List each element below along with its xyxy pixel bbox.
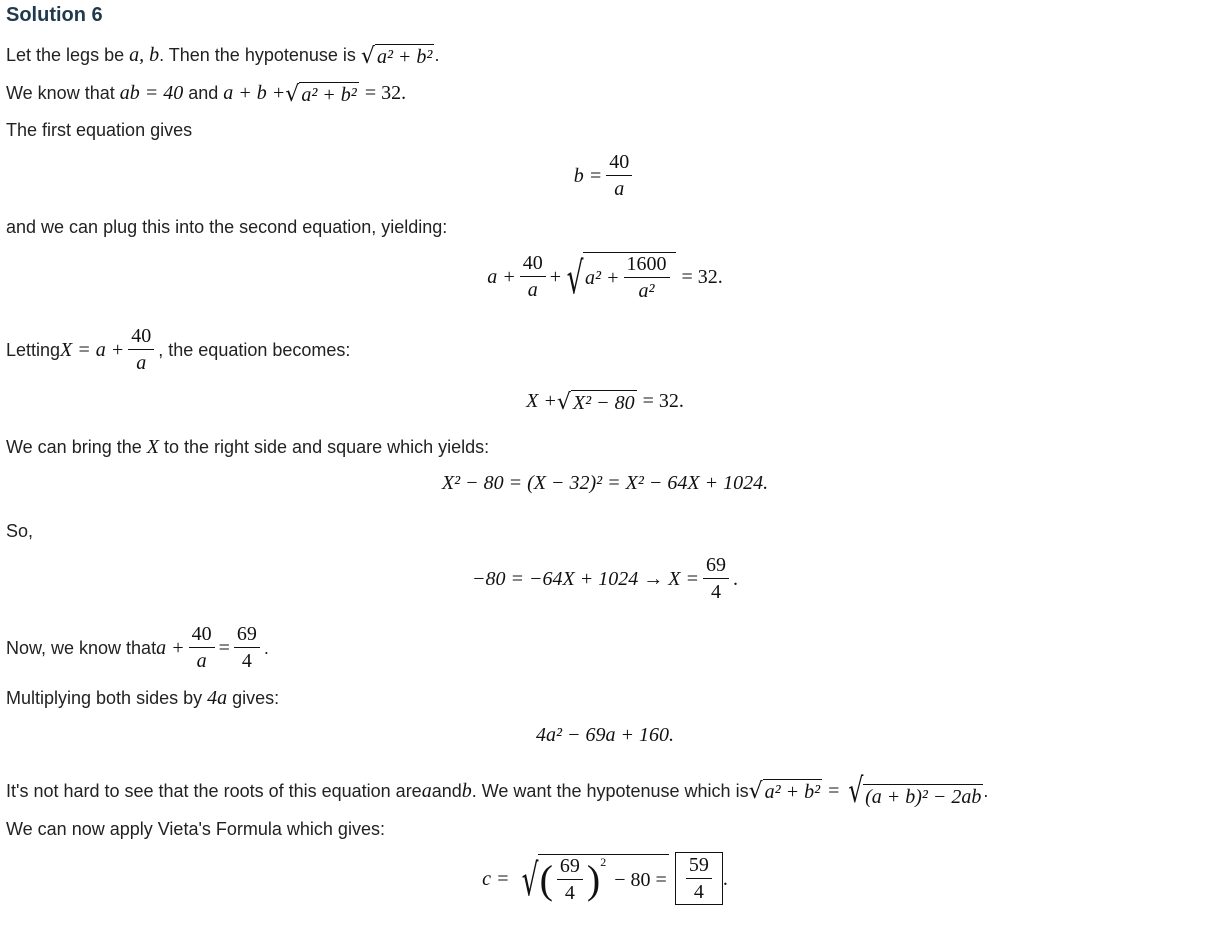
paragraph-legs [6, 44, 439, 68]
paragraph-first-eq: The first equation gives [6, 120, 193, 140]
denominator: a [614, 178, 625, 200]
numerator: 40 [189, 624, 215, 648]
math-legs: a, b [129, 44, 160, 66]
paren-open: ( [539, 856, 553, 902]
fraction [606, 152, 632, 199]
math-sqrt: √ ( $\frac{69}{4}$ ) 2 − 80 = [521, 855, 667, 906]
text: Multiplying both sides by [6, 688, 208, 708]
fraction [234, 624, 260, 671]
math-minus: − 80 = [614, 868, 667, 891]
radicand: (a + b)² − 2ab [865, 786, 982, 808]
fraction [557, 856, 583, 903]
math-rhs: = 32. [681, 265, 723, 288]
denominator: 4 [693, 881, 704, 903]
math-sqrt: √ a² + b² [285, 82, 357, 108]
equation-quadratic: 4a² − 69a + 160. [536, 724, 674, 746]
text: and [431, 781, 462, 801]
math-term: a² + [585, 266, 620, 289]
fraction [624, 254, 670, 301]
numerator: 59 [686, 855, 712, 879]
math-lhs: a + b + [223, 82, 286, 104]
numerator: 69 [557, 856, 583, 880]
math-sqrt: √ a² + $\frac{1600}{\text{a²}}$ [561, 252, 676, 301]
period: . [263, 637, 269, 658]
denominator: a [527, 279, 538, 301]
denominator: 4 [710, 581, 721, 603]
math-lhs: b = [573, 164, 603, 187]
period: . [983, 781, 989, 801]
numerator: 69 [703, 555, 729, 579]
paragraph-known [6, 82, 406, 106]
fraction [128, 326, 154, 373]
radicand: X² − 80 [572, 392, 635, 415]
math-sqrt: √ (a + b)² − 2ab [848, 771, 982, 811]
paragraph-so: So, [6, 521, 34, 541]
paragraph-letting [6, 326, 350, 373]
fraction [520, 253, 546, 300]
math-lhs: X = a + [60, 338, 125, 361]
math-rhs: = 32. [364, 82, 407, 104]
paragraph-bring [6, 436, 489, 458]
fraction [703, 555, 729, 602]
math-lhs: c = [482, 867, 510, 890]
text: and [183, 83, 224, 103]
numerator: 40 [520, 253, 546, 277]
text: . Then the hypotenuse is [159, 45, 361, 65]
math-lhs: −80 = −64X + 1024 → X = [472, 567, 699, 590]
text: Now, we know that [6, 637, 157, 658]
math-sqrt: √ X² − 80 [556, 390, 635, 416]
equals: = [828, 780, 840, 802]
math-sqrt: √ a² + b² [748, 779, 821, 804]
numerator: 40 [606, 152, 632, 176]
fraction [686, 855, 712, 902]
text: Letting [6, 339, 61, 360]
equation-final [0, 852, 1210, 905]
math-4a: 4a [207, 687, 228, 709]
fraction [189, 624, 215, 671]
equation-b [0, 152, 1210, 199]
text: Let the legs be [6, 45, 130, 65]
radicand: ( $\frac{69}{4}$ ) 2 − 80 = [539, 855, 667, 904]
text: , the equation becomes: [158, 339, 351, 360]
numerator: 1600 [624, 254, 670, 278]
text: . We want the hypotenuse which is [471, 781, 749, 801]
math-radicand: a² + b² [301, 84, 357, 107]
denominator: a [136, 352, 147, 374]
math-eq1: ab = 40 [119, 82, 184, 104]
paragraph-now [6, 624, 269, 671]
text: We know that [6, 83, 120, 103]
math-b: b [461, 780, 472, 802]
math-rhs: = 32. [642, 390, 684, 412]
math-lhs: a + [156, 636, 185, 659]
text: It's not hard to see that the roots of this equation are [6, 781, 422, 801]
equation-squared: X² − 80 = (X − 32)² = X² − 64X + 1024. [441, 472, 769, 494]
equals: = [218, 636, 230, 659]
period: . [722, 867, 728, 890]
paragraph-vieta: We can now apply Vieta's Formula which gives: [6, 819, 385, 839]
text: . [434, 45, 440, 65]
solution-heading: Solution 6 [6, 4, 103, 26]
math-pre: X + [526, 390, 557, 412]
math-a: a [421, 780, 432, 802]
paren-close: ) [586, 856, 601, 902]
text: gives: [227, 688, 280, 708]
math-x: X [146, 436, 159, 458]
equation-solve-x [0, 555, 1210, 602]
equation-substituted [0, 252, 1210, 304]
period: . [732, 567, 738, 590]
radicand [583, 252, 676, 301]
denominator: 4 [241, 650, 252, 672]
equation-x [0, 390, 1210, 414]
paragraph-roots [6, 771, 989, 811]
text: We can bring the [6, 437, 147, 457]
paragraph-plug: and we can plug this into the second equation, yielding: [6, 217, 448, 237]
text: to the right side and square which yields: [158, 437, 490, 457]
plus: + [549, 265, 561, 288]
radicand: a² + b² [764, 781, 821, 803]
denominator: a² [638, 280, 655, 302]
answer-box [675, 852, 723, 905]
math-sqrt: √ a² + b² [360, 44, 433, 70]
numerator: 40 [128, 326, 154, 350]
numerator: 69 [234, 624, 260, 648]
denominator: 4 [564, 882, 575, 904]
denominator: a [196, 650, 207, 672]
math-a: a + [487, 265, 516, 288]
math-radicand: a² + b² [376, 46, 433, 69]
paragraph-multiply [6, 687, 279, 709]
